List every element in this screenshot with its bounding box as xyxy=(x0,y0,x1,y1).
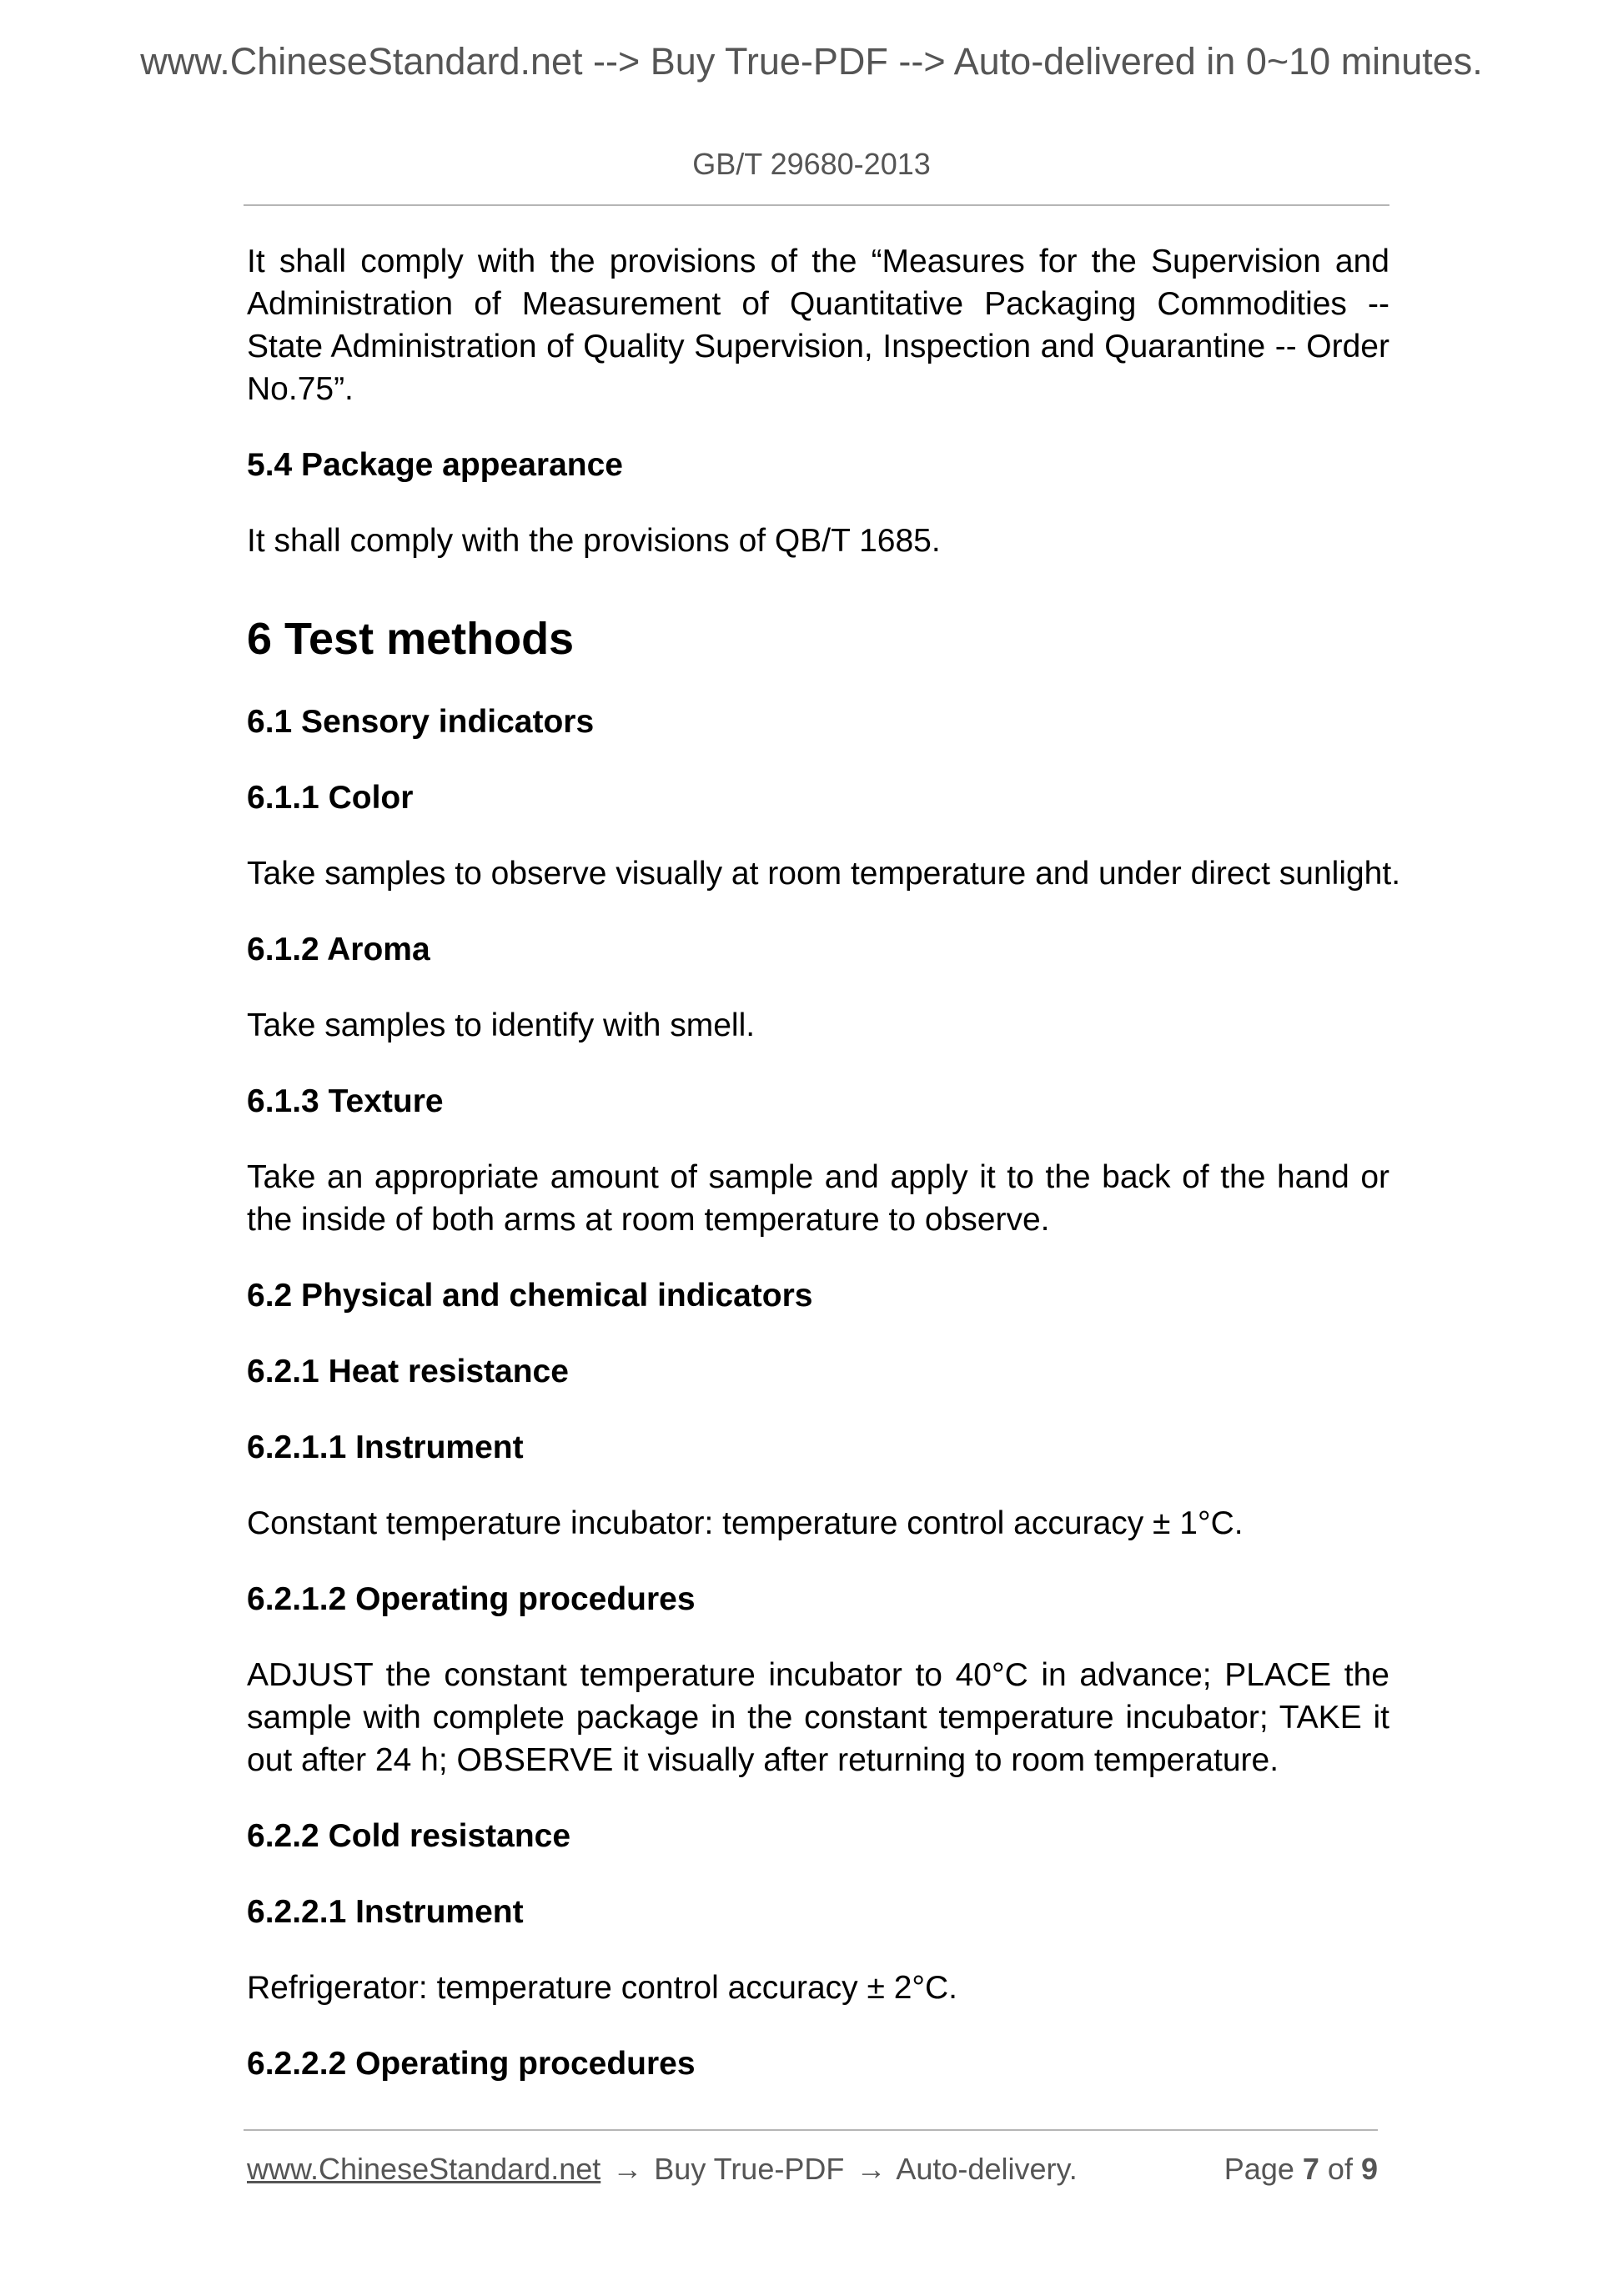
footer-site-link[interactable]: www.ChineseStandard.net xyxy=(247,2152,601,2186)
section-6-2-1-heading: 6.2.1 Heat resistance xyxy=(247,1354,569,1389)
section-6-heading: 6 Test methods xyxy=(247,614,575,664)
document-body xyxy=(247,240,1401,2085)
section-6-1-3-text: Take an appropriate amount of sample and apply it to the back of the hand or the inside of both arms at room temperature to observe. xyxy=(247,1159,1389,1238)
section-6-2-heading: 6.2 Physical and chemical indicators xyxy=(247,1278,813,1314)
section-6-2-2-2-heading: 6.2.2.2 Operating procedures xyxy=(247,2046,696,2082)
footer-left xyxy=(247,2152,1078,2187)
section-6-2-1-2-heading: 6.2.1.2 Operating procedures xyxy=(247,1581,696,1617)
page-of-label: of xyxy=(1327,2152,1353,2186)
section-6-2-1-1-text: Constant temperature incubator: temperature control accuracy ± 1°C. xyxy=(247,1505,1244,1541)
arrow-right-icon: → xyxy=(612,2152,643,2186)
arrow-right-icon: → xyxy=(856,2152,887,2186)
section-6-1-3-heading: 6.1.3 Texture xyxy=(247,1083,444,1119)
page-footer xyxy=(247,2152,1378,2187)
standard-number-header: GB/T 29680-2013 xyxy=(692,147,931,181)
header-divider xyxy=(244,204,1389,206)
section-6-2-2-heading: 6.2.2 Cold resistance xyxy=(247,1818,571,1854)
intro-paragraph: It shall comply with the provisions of the “Measures for the Supervision and Administration of Measurement of Quantitative Packaging Commodities -- State Administration of Quality Supervision, Inspection and Quarantine -- Order No.75”. xyxy=(247,244,1389,407)
section-6-2-2-1-heading: 6.2.2.1 Instrument xyxy=(247,1894,524,1930)
page-current: 7 xyxy=(1302,2152,1319,2186)
section-6-1-heading: 6.1 Sensory indicators xyxy=(247,704,595,740)
page-total: 9 xyxy=(1360,2152,1378,2186)
section-6-2-1-2-text: ADJUST the constant temperature incubator to 40°C in advance; PLACE the sample with complete package in the constant temperature incubator; TAKE it out after 24 h; OBSERVE it visually after returning to room temperature. xyxy=(247,1657,1389,1778)
site-banner: www.ChineseStandard.net --> Buy True-PDF --> Auto-delivered in 0~10 minutes. xyxy=(140,40,1483,83)
section-6-1-1-text: Take samples to observe visually at room temperature and under direct sunlight. xyxy=(247,856,1401,892)
footer-divider xyxy=(244,2129,1378,2131)
section-6-1-2-text: Take samples to identify with smell. xyxy=(247,1007,756,1043)
page-indicator xyxy=(1224,2152,1378,2187)
section-6-2-1-1-heading: 6.2.1.1 Instrument xyxy=(247,1429,524,1465)
section-6-1-1-heading: 6.1.1 Color xyxy=(247,780,414,816)
footer-buy-text: Buy True-PDF xyxy=(654,2152,845,2186)
page-label: Page xyxy=(1224,2152,1294,2186)
footer-delivery-text: Auto-delivery. xyxy=(896,2152,1078,2186)
section-5-4-text: It shall comply with the provisions of QB/T 1685. xyxy=(247,523,941,559)
section-6-1-2-heading: 6.1.2 Aroma xyxy=(247,932,430,967)
section-5-4-heading: 5.4 Package appearance xyxy=(247,447,623,483)
section-6-2-2-1-text: Refrigerator: temperature control accuracy ± 2°C. xyxy=(247,1970,958,2006)
